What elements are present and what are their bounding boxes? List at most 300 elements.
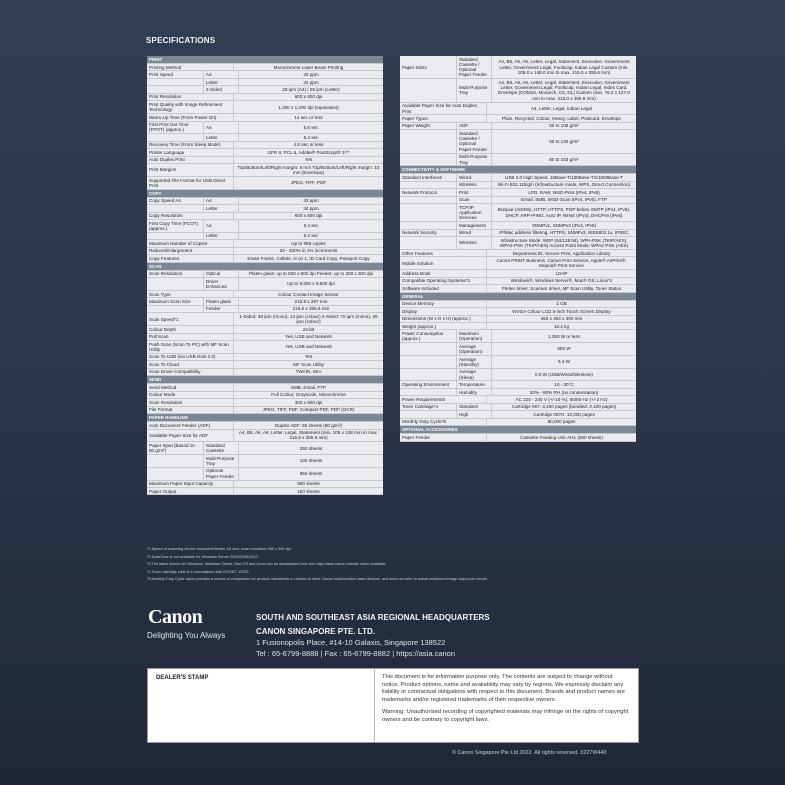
spec-value: 150 sheets: [297, 488, 320, 494]
spec-label: Scan To USB (via USB Host 2.0): [147, 354, 234, 360]
spec-sublabel: Wired: [457, 174, 492, 180]
spec-row: [400, 182, 636, 189]
spec-value: Yes: [304, 157, 313, 163]
company-name: CANON SINGAPORE PTE. LTD.: [256, 627, 375, 636]
spec-value: Cartridge 057: 3,100 pages (bundled: 3,100 pages): [511, 404, 617, 410]
spec-value: A4, B5, A5, A6, Letter, Legal, Statement, Executive, Government Letter, Government Legal, Foolscap, Indian Legal Custom (min. 105.0 x 148.0 mm to max. 216.0 x 355.6 mm): [498, 59, 630, 75]
spec-label: Network Protocol: [400, 189, 457, 195]
spec-value: 215.9 x 355.6 mm: [292, 306, 330, 312]
warning-text: Warning: Unauthorised recording of copyrighted materials may infringe on the rights of copyright owners and be contrary to copyright laws.: [382, 709, 629, 723]
spec-label: First Print Out Time (FPOT) (approx.): [147, 122, 204, 134]
spec-value: 250 sheets: [299, 445, 323, 451]
spec-label: [400, 204, 457, 221]
spec-label: [400, 154, 457, 166]
spec-row: [147, 399, 383, 406]
spec-label: Network Security: [400, 230, 457, 236]
spec-sublabel: Maximum (Operation): [457, 330, 492, 342]
spec-row: [147, 306, 383, 313]
spec-label: Paper Sizes: [400, 56, 457, 78]
spec-value: Colour Contact Image Sensor: [278, 291, 339, 297]
spec-value: Email, SMB, WSD-Scan (IPv4, IPv6), FTP: [521, 197, 607, 203]
spec-label: Power Requirements: [400, 396, 487, 402]
spec-sublabel: ADF: [457, 123, 492, 129]
spec-row: [400, 396, 636, 403]
spec-value: Erase Frame, Collate, N on 1, ID Card Copy, Passport Copy: [247, 255, 370, 261]
spec-label: [400, 237, 457, 249]
spec-label: [147, 134, 204, 140]
spec-row: [147, 114, 383, 121]
spec-row: [400, 257, 636, 270]
spec-row: [400, 323, 636, 330]
spec-sublabel: High: [457, 411, 492, 417]
spec-value: 900 sheets: [297, 481, 320, 487]
spec-row: [147, 341, 383, 354]
spec-sublabel: Letter: [204, 205, 239, 211]
spec-value: 14 sec or less: [294, 114, 323, 120]
spec-sublabel: A4: [204, 71, 239, 77]
spec-row: [400, 343, 636, 356]
spec-sublabel: Multi-Purpose Tray: [204, 455, 239, 467]
spec-value: Wi-Fi 802.11b/g/n (Infrastructure mode, WPS, Direct Connection): [497, 182, 631, 188]
spec-row: [400, 115, 636, 122]
spec-sublabel: Scan: [457, 197, 492, 203]
spec-row: [400, 369, 636, 382]
spec-value: 1 GB: [556, 301, 567, 307]
spec-row: [400, 222, 636, 229]
spec-value: 1,350 W or less: [548, 333, 580, 339]
spec-value: 6.4 sec: [303, 223, 319, 229]
spec-row: [147, 278, 383, 291]
spec-value: Monochrome Laser Beam Printing: [273, 64, 344, 70]
spec-row: [400, 130, 636, 153]
spec-sublabel: Wireless: [457, 182, 492, 188]
spec-value: 34 ppm: [303, 79, 319, 85]
spec-row: [400, 230, 636, 237]
spec-row: [400, 316, 636, 323]
footnote: *3 The latest drivers for Windows, Windows Server, Mac OS and Linux can be downloaded from the https://asia.canon website when available.: [147, 562, 387, 566]
spec-label: Printing Method: [147, 64, 234, 70]
spec-label: Mobile Solution: [400, 257, 487, 269]
spec-row: [147, 442, 383, 455]
spec-label: Paper Types: [400, 115, 487, 121]
spec-row: [147, 455, 383, 468]
spec-row: [400, 123, 636, 130]
spec-row: [147, 255, 383, 262]
spec-value: 550 sheets: [299, 471, 323, 477]
spec-value: Printer driver, Scanner driver, MF Scan Utility, Toner Status: [501, 285, 622, 291]
spec-sublabel: 2-Sided: [204, 86, 239, 92]
spec-row: [147, 291, 383, 298]
spec-label: Colour Mode: [147, 392, 234, 398]
spec-label: Available Paper Size for Auto Duplex Print: [400, 103, 487, 115]
spec-row: [147, 430, 383, 443]
spec-label: First Copy Time (FCOT) (approx.): [147, 220, 204, 232]
spec-label: [400, 356, 457, 368]
spec-value: 5.5 sec: [303, 124, 319, 130]
spec-row: [147, 468, 383, 481]
spec-label: Other Features: [400, 250, 487, 256]
spec-row: [400, 434, 636, 441]
spec-sublabel: Average (Operation): [457, 343, 492, 355]
spec-label: Warm-Up Time (From Power On): [147, 114, 234, 120]
spec-sublabel: Average (Sleep): [457, 369, 492, 381]
spec-label: Scan Resolution: [147, 399, 234, 405]
hq-title: SOUTH AND SOUTHEAST ASIA REGIONAL HEADQUARTERS: [256, 613, 490, 622]
spec-value: Bonjour (mDNS), HTTP, HTTPS, POP before SMTP (IPv4, IPv6), DHCP, ARP+PING, Auto IP, WINS (IPv4), DHCPv6 (IPv6): [497, 207, 631, 218]
spec-row: [147, 122, 383, 135]
spec-row: [400, 330, 636, 343]
spec-row: [400, 404, 636, 411]
spec-label: Standard Interfaces: [400, 174, 457, 180]
spec-value: LDAP: [555, 270, 568, 276]
spec-label: [400, 130, 457, 152]
spec-row: [147, 164, 383, 177]
spec-value: 20% - 80% RH (no condensation): [529, 389, 599, 395]
hq-block: [256, 611, 490, 639]
spec-sublabel: A4: [204, 220, 239, 232]
spec-value: IP/Mac address filtering, HTTPS, SNMPv3, IEEE802.1x, IPSEC: [499, 230, 629, 236]
spec-sublabel: Management: [457, 222, 492, 228]
spec-label: Paper Output: [147, 488, 234, 494]
spec-value: Platen glass: up to 600 x 600 dpi Feeder: up to 300 x 300 dpi: [248, 271, 374, 277]
spec-row: [147, 354, 383, 361]
spec-label: Print Speed: [147, 71, 204, 77]
spec-value: 60 to 120 g/m²: [549, 138, 579, 144]
footnote: *4 Toner cartridge yield is in accordance with ISO/IEC 19752.: [147, 569, 250, 574]
spec-row: [147, 205, 383, 212]
spec-row: [147, 233, 383, 240]
spec-label: [400, 182, 457, 188]
spec-value: Department ID, Secure Print, Application Library: [512, 250, 611, 256]
spec-value: 34 ppm: [303, 205, 319, 211]
spec-value: MF Scan Utility: [293, 361, 324, 367]
spec-label: [147, 468, 204, 480]
spec-sublabel: Wired: [457, 230, 492, 236]
spec-label: Copy Resolution: [147, 213, 234, 219]
spec-label: Display: [400, 308, 487, 314]
spec-table-right: [400, 56, 636, 442]
spec-sublabel: Multi-Purpose Tray: [457, 154, 492, 166]
spec-value: 0.9 W (USB/Wired/Wireless): [535, 371, 593, 377]
spec-value: Top/Bottom/Left/Right margin: 5 mm Top/Bottom/Left/Right margin: 10 mm (Envelope): [237, 164, 380, 176]
spec-sublabel: Letter: [204, 233, 239, 239]
spec-label: [147, 306, 204, 312]
spec-label: Device Memory: [400, 301, 487, 307]
spec-value: 50 to 105 g/m²: [549, 123, 579, 129]
spec-sublabel: Letter: [204, 134, 239, 140]
tagline: Delighting You Always: [147, 631, 226, 640]
spec-row: [400, 79, 636, 102]
spec-row: [147, 392, 383, 399]
section-header: SEND: [147, 376, 383, 384]
spec-label: Scan To Cloud: [147, 361, 234, 367]
spec-sublabel: Letter: [204, 79, 239, 85]
spec-label: Paper Weight: [400, 123, 457, 129]
spec-label: Scan Resolution: [147, 271, 204, 277]
spec-value: Yes, USB and Network: [285, 334, 332, 340]
spec-label: Print Margins: [147, 164, 234, 176]
spec-sublabel: Platen glass: [204, 298, 239, 304]
spec-row: [400, 308, 636, 315]
spec-label: Scan Type: [147, 291, 234, 297]
spec-value: LPD, RAW, WSD-Print (IPv4, IPv6): [528, 189, 600, 195]
spec-label: Copy Speed A4: [147, 198, 204, 204]
spec-value: 100 sheets: [299, 458, 323, 464]
spec-row: [400, 356, 636, 369]
spec-value: 9.4 W: [558, 359, 570, 365]
spec-label: Printer Language: [147, 149, 234, 155]
spec-value: 24-bit: [302, 326, 315, 332]
spec-label: [400, 222, 457, 228]
address-block: [256, 637, 455, 659]
spec-value: 33 ppm: [303, 72, 319, 78]
spec-value: 33 ppm: [303, 198, 319, 204]
spec-label: Push Scan (Scan To PC) with MF Scan Utility: [147, 341, 234, 353]
spec-label: Supported File Format for USB Direct Print: [147, 177, 234, 189]
spec-sublabel: Standard Cassette: [204, 442, 239, 454]
spec-label: Operating Environment: [400, 381, 457, 387]
spec-row: [147, 79, 383, 86]
spec-value: Canon PRINT Business, Canon Print Service, Apple® AirPrint®, Mopria® Print Service: [496, 258, 627, 269]
spec-table-left: [147, 56, 383, 495]
spec-label: [400, 343, 457, 355]
spec-value: USB 2.0 High Speed, 10Base-T/100Base-TX/1000Base-T: [505, 174, 623, 180]
spec-label: Pull Scan: [147, 334, 234, 340]
spec-value: JPEG, TIFF, PDF: [290, 180, 327, 186]
footnote: *5 Monthly Duty Cycle value provides a means of comparison for product robustness in relation to other Canon multi-function laser devices, and does not refer to actual maximum image output per month.: [147, 577, 488, 581]
spec-sublabel: Standard Cassette / Optional Paper Feeder: [457, 56, 492, 78]
spec-row: [147, 157, 383, 164]
spec-value: SMB, Email, FTP: [290, 384, 327, 390]
spec-row: [147, 134, 383, 141]
spec-label: Scan Speed*1: [147, 313, 234, 325]
spec-label: Maximum Paper Input Capacity: [147, 481, 234, 487]
spec-row: [147, 240, 383, 247]
spec-row: [147, 384, 383, 391]
spec-label: [147, 86, 204, 92]
spec-label: Copy Features: [147, 255, 234, 261]
section-header: CONNECTIVITY & SOFTWARE: [400, 166, 636, 174]
spec-value: 10 - 30°C: [554, 382, 574, 388]
section-header: SCAN: [147, 263, 383, 271]
spec-label: Recovery Time (From Sleep Mode): [147, 142, 234, 148]
spec-row: [147, 86, 383, 93]
spec-label: Paper Input (Based on 80 g/m²): [147, 442, 204, 454]
spec-label: Colour Depth: [147, 326, 234, 332]
spec-row: [400, 301, 636, 308]
spec-value: A4, Letter, Legal, Indian Legal: [530, 105, 593, 111]
spec-value: Plain, Recycled, Colour, Heavy, Label, Postcard, Envelope: [502, 115, 621, 121]
spec-value: 215.9 x 297 mm: [294, 299, 328, 304]
spec-value: 25 - 400% in 1% increments: [279, 248, 338, 254]
spec-value: TWAIN, WIA: [295, 369, 322, 375]
spec-row: [400, 381, 636, 388]
spec-sublabel: TCP/IP Application Services: [457, 204, 492, 221]
spec-sublabel: Humidity: [457, 389, 492, 395]
spec-value: 453 x 464 x 392 mm: [540, 316, 583, 322]
spec-row: [147, 407, 383, 414]
spec-row: [147, 361, 383, 368]
section-header: OPTIONAL ACCESSORIES: [400, 426, 636, 434]
spec-value: Yes: [304, 354, 313, 360]
spec-value: A4, B5, A5, A6, Letter, Legal, Statement, Executive, Government Letter, Government Legal, Foolscap, Indian Legal, Index Card, Envelope (COM10, Monarch, C5, DL) Custom (min. 76.2 x 127.0 mm to max. 216.0 x 355.6 mm): [498, 79, 630, 101]
section-header: COPY: [147, 190, 383, 198]
spec-row: [147, 369, 383, 376]
spec-row: [147, 94, 383, 101]
address: 1 Fusionopolis Place, #14-10 Galaxis, Singapore 138522: [256, 638, 446, 647]
spec-row: [147, 149, 383, 156]
spec-value: Full Colour, Grayscale, Monochrome: [271, 392, 346, 398]
spec-sublabel: Multi-Purpose Tray: [457, 79, 492, 101]
spec-row: [400, 154, 636, 167]
spec-label: Weight (approx.): [400, 323, 487, 329]
spec-value: UFR II, PCL 6, Adobe® PostScript® 3™: [267, 149, 350, 155]
spec-label: [147, 233, 204, 239]
spec-sublabel: Driver Enhanced: [204, 278, 239, 290]
spec-label: Monthly Duty Cycle*5: [400, 419, 487, 425]
spec-label: File Format: [147, 407, 234, 413]
spec-label: Print Resolution: [147, 94, 234, 100]
spec-label: Address Book: [400, 270, 487, 276]
spec-row: [147, 248, 383, 255]
spec-row: [400, 189, 636, 196]
spec-label: [400, 389, 457, 395]
spec-row: [400, 103, 636, 116]
spec-row: [400, 56, 636, 79]
spec-row: [147, 298, 383, 305]
spec-sublabel: Temperature: [457, 381, 492, 387]
spec-label: Maximum Number of Copies: [147, 240, 234, 246]
canon-logo: Canon: [148, 606, 203, 628]
disclaimer-text: This document is for information purpose only. The contents are subject to change without notice. Product options, name and availability may vary by regions. We expressly disclaim any liability or contractual obligations with respect to this document. Brands and product names are trademarks and/or registered trademarks of their respective owners.: [382, 674, 625, 703]
spec-row: [400, 237, 636, 250]
spec-row: [147, 326, 383, 333]
spec-value: WVGA Colour LCD 5-inch Touch Screen Display: [512, 308, 611, 314]
spec-row: [400, 270, 636, 277]
spec-label: [147, 205, 204, 211]
section-header: PAPER HANDLING: [147, 414, 383, 422]
spec-value: 1-Sided: 38 ipm (mono), 13 ipm (colour) 2-Sided: 70 ipm (mono), 26 ipm (colour): [239, 313, 378, 325]
spec-row: [147, 481, 383, 488]
spec-row: [147, 271, 383, 278]
spec-sublabel: A4: [204, 122, 239, 134]
spec-label: Paper Feeder: [400, 434, 487, 440]
spec-row: [147, 101, 383, 114]
spec-sublabel: Optional Paper Feeder: [204, 468, 239, 480]
spec-label: Auto Document Feeder (ADF): [147, 422, 234, 428]
spec-sublabel: Average (Standby): [457, 356, 492, 368]
footnote: *1 Speed of scanning via the document feeder, A4 size, scan resolution 300 x 300 dpi.: [147, 547, 292, 551]
spec-label: [147, 455, 204, 467]
dealer-stamp-label: DEALER'S STAMP: [148, 669, 375, 742]
spec-row: [400, 278, 636, 285]
spec-label: Power Consumption (approx.): [400, 330, 457, 342]
spec-label: [400, 79, 457, 101]
spec-label: Maximum Scan Size: [147, 298, 204, 304]
spec-value: 5.4 sec: [303, 134, 319, 140]
spec-sublabel: Standard Cassette / Optional Paper Feeder: [457, 130, 492, 152]
spec-row: [147, 213, 383, 220]
spec-value: Infrastructure Mode: WEP (64/128 bit), WPA-PSK (TKIP/AES), WPA2-PSK (TKIP/AES) Access Point Mode: WPA2-PSK (AES): [499, 237, 629, 249]
spec-row: [400, 174, 636, 181]
spec-label: Auto Duplex Print: [147, 157, 234, 163]
spec-row: [400, 411, 636, 418]
spec-value: Up to 9,600 x 9,600 dpi: [287, 281, 335, 287]
spec-value: Duplex ADF: 50 sheets (80 g/m²): [275, 422, 342, 428]
spec-value: 80,000 pages: [547, 419, 576, 425]
spec-row: [147, 313, 383, 326]
spec-row: [400, 250, 636, 257]
spec-label: [400, 369, 457, 381]
spec-value: 28 ipm (A4) / 29 ipm (Letter): [282, 87, 340, 92]
spec-sublabel: Standard: [457, 404, 492, 410]
spec-row: [147, 220, 383, 233]
dealer-stamp-box: [147, 668, 639, 743]
spec-value: Up to 999 copies: [291, 240, 326, 246]
spec-row: [400, 389, 636, 396]
spec-label: Reduce/Enlargement: [147, 248, 234, 254]
spec-row: [147, 64, 383, 71]
spec-sublabel: Print: [457, 189, 492, 195]
spec-label: Toner Cartridge*4: [400, 404, 457, 410]
spec-value: 60 to 163 g/m²: [549, 156, 579, 162]
spec-label: Available Paper Size for ADF: [147, 430, 234, 442]
contact-line: Tel : 65-6799-8888 | Fax : 65-6799-8882 | https://asia.canon: [256, 649, 456, 658]
spec-value: 4.0 sec or less: [293, 142, 324, 148]
spec-row: [400, 204, 636, 222]
spec-value: Cassette Feeding Unit-AH1 (550 sheets): [520, 434, 603, 440]
section-header: GENERAL: [400, 293, 636, 301]
spec-row: [147, 142, 383, 149]
spec-label: [400, 197, 457, 203]
spec-row: [147, 71, 383, 78]
copyright: © Canon Singapore Pte Ltd 2022. All rights reserved. 0227W440: [452, 750, 607, 756]
spec-value: 1,200 x 1,200 dpi (equivalent): [278, 104, 339, 110]
spec-label: Print Quality with Image Refinement Technology: [147, 101, 234, 113]
spec-value: SNMPv1, SNMPv3 (IPv4, IPv6): [531, 222, 597, 228]
spec-value: 600 x 600 dpi: [294, 94, 323, 100]
spec-value: AC 220 - 240 V (+/-10 %), 50/60 Hz (+/-2 Hz): [515, 397, 608, 402]
spec-row: [400, 197, 636, 204]
spec-row: [147, 488, 383, 495]
spec-label: Scan Driver Compatibility: [147, 369, 234, 375]
spec-label: Compatible Operating Systems*3: [400, 278, 487, 284]
spec-row: [147, 334, 383, 341]
spec-row: [400, 419, 636, 426]
spec-value: 500 W: [557, 346, 571, 352]
spec-value: JPEG, TIFF, PDF, Compact PDF, PDF (OCR): [262, 407, 355, 413]
spec-label: Dimensions (W x D x H) (approx.): [400, 316, 487, 322]
footnotes: [147, 546, 647, 584]
footnote: *2 ScanGear is not available for Windows Server 2003/2008/2012.: [147, 554, 259, 559]
spec-sublabel: Optical: [204, 271, 239, 277]
spec-value: Cartridge 057H: 10,000 pages: [533, 411, 595, 417]
disclaimer: [375, 669, 638, 742]
section-header: PRINT: [147, 56, 383, 64]
spec-label: [400, 411, 457, 417]
spec-row: [147, 422, 383, 429]
spec-row: [147, 177, 383, 190]
spec-value: Yes, USB and Network: [285, 344, 332, 350]
spec-row: [400, 285, 636, 292]
spec-value: 600 x 600 dpi: [294, 213, 323, 219]
spec-sublabel: A4: [204, 198, 239, 204]
spec-value: 16.2 kg: [553, 323, 570, 329]
spec-label: Software Included: [400, 285, 487, 291]
page-title: SPECIFICATIONS: [146, 36, 216, 45]
spec-sublabel: Feeder: [204, 306, 239, 312]
spec-label: Send Method: [147, 384, 234, 390]
